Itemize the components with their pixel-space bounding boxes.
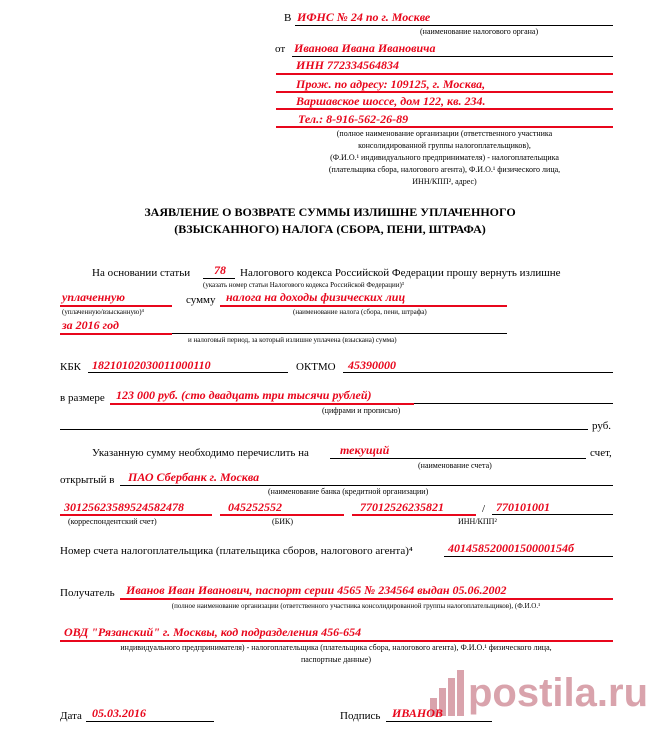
period-caption: и налоговый период, за который излишне уплачена (взыскана) сумма) xyxy=(188,336,397,344)
amount-line xyxy=(414,403,613,404)
account-type-line xyxy=(330,458,586,459)
basis-suffix: Налогового кодекса Российской Федерации прошу вернуть излишне xyxy=(240,267,561,279)
tax-name-value[interactable]: налога на доходы физических лиц xyxy=(226,290,406,304)
document-title-line2: (ВЗЫСКАННОГО) НАЛОГА (СБОРА, ПЕНИ, ШТРАФА) xyxy=(174,222,486,236)
date-value[interactable]: 05.03.2016 xyxy=(92,706,146,720)
from-label: от xyxy=(275,43,286,55)
corr-account-value[interactable]: 30125623589524582478 xyxy=(64,500,184,514)
issued-by-value[interactable]: ОВД "Рязанский" г. Москвы, код подразделения 456-654 xyxy=(64,625,362,639)
inn-kpp-caption: ИНН/КПП² xyxy=(458,517,497,526)
oktmo-label: ОКТМО xyxy=(296,361,336,373)
signature-line xyxy=(386,721,492,722)
watermark-logo-bar xyxy=(457,670,464,716)
tax-office-line xyxy=(295,25,613,26)
address-line1-value[interactable]: Прож. по адресу: 109125, г. Москва, xyxy=(296,77,486,91)
applicant-name-line xyxy=(292,56,613,57)
period-line xyxy=(172,333,507,334)
inn-bank-value[interactable]: 77012526235821 xyxy=(360,500,444,514)
transfer-prefix: Указанную сумму необходимо перечислить на xyxy=(92,447,309,459)
account-type-caption: (наименование счета) xyxy=(418,461,492,470)
document-title-line1: ЗАЯВЛЕНИЕ О ВОЗВРАТЕ СУММЫ ИЗЛИШНЕ УПЛАЧЕННОГО xyxy=(144,205,516,219)
corr-account-caption: (корреспондентский счет) xyxy=(68,517,157,526)
account-type-value[interactable]: текущий xyxy=(340,443,390,457)
signature-value[interactable]: ИВАНОВ xyxy=(392,706,443,720)
amount-underline xyxy=(110,403,414,405)
to-label: В xyxy=(284,12,292,24)
issued-by-underline xyxy=(60,640,613,642)
signature-label: Подпись xyxy=(340,710,381,722)
recipient-label: Получатель xyxy=(60,587,115,599)
watermark-logo-bar xyxy=(448,678,455,716)
amount-caption: (цифрами и прописью) xyxy=(322,406,401,415)
basis-prefix: На основании статьи xyxy=(92,267,191,279)
bank-line xyxy=(120,485,613,486)
tax-office-caption: (наименование налогового органа) xyxy=(420,27,539,36)
account-suffix: счет, xyxy=(590,447,612,459)
rub-label: руб. xyxy=(592,420,612,432)
date-label: Дата xyxy=(60,710,82,722)
kpp-line xyxy=(492,514,613,515)
phone-value[interactable]: Тел.: 8-916-562-26-89 xyxy=(298,112,409,126)
kbk-line xyxy=(88,372,288,373)
amount-label: в размере xyxy=(60,392,105,404)
applicant-caption-4: (плательщика сбора, налогового агента), Ф.И.О.¹ физического лица, xyxy=(328,165,561,174)
article-line xyxy=(203,278,235,279)
oktmo-line xyxy=(343,372,613,373)
amount-extra-line xyxy=(60,429,588,430)
inn-value[interactable]: ИНН 772334564834 xyxy=(296,58,400,72)
bik-underline xyxy=(220,514,344,516)
watermark xyxy=(430,670,648,716)
date-line xyxy=(86,721,214,722)
phone-underline xyxy=(276,126,613,128)
paid-kind-caption: (уплаченную/взысканную)⁴ xyxy=(62,308,144,316)
recipient-value[interactable]: Иванов Иван Иванович, паспорт серии 4565 № 234564 выдан 05.06.2002 xyxy=(126,583,507,597)
issued-caption-2: паспортные данные) xyxy=(300,655,372,664)
inn-underline xyxy=(276,73,613,75)
corr-account-underline xyxy=(60,514,212,516)
applicant-caption-1: (полное наименование организации (ответственного участника xyxy=(336,129,553,138)
watermark-text: postila.ru xyxy=(468,670,649,715)
issued-caption-1: индивидуального предпринимателя) - налогоплательщика (плательщика сбора, налогового агента), Ф.И.О.¹ физического лица, xyxy=(120,643,552,652)
address-line1-underline xyxy=(276,91,613,93)
bik-caption: (БИК) xyxy=(272,517,294,526)
tax-office-value[interactable]: ИФНС № 24 по г. Москве xyxy=(297,10,431,24)
taxpayer-account-value[interactable]: 40145852000150000154б xyxy=(448,541,574,555)
article-value[interactable]: 78 xyxy=(214,263,226,277)
address-line2-underline xyxy=(276,108,613,110)
applicant-caption-5: ИНН/КПП², адрес) xyxy=(412,177,477,186)
period-underline xyxy=(60,333,172,335)
inn-bank-underline xyxy=(352,514,476,516)
kbk-label: КБК xyxy=(60,361,81,373)
tax-name-caption: (наименование налога (сбора, пени, штрафа) xyxy=(293,308,427,316)
oktmo-value[interactable]: 45390000 xyxy=(348,358,396,372)
bank-caption: (наименование банка (кредитной организации) xyxy=(268,487,429,496)
kpp-value[interactable]: 770101001 xyxy=(496,500,550,514)
period-value[interactable]: за 2016 год xyxy=(62,318,119,332)
applicant-caption-3: (Ф.И.О.¹ индивидуального предпринимателя) - налогоплательщика xyxy=(330,153,559,162)
applicant-caption-2: консолидированной группы налогоплательщиков), xyxy=(358,141,531,150)
opened-label: открытый в xyxy=(60,474,115,486)
inn-kpp-slash: / xyxy=(482,503,486,515)
paid-kind-value[interactable]: уплаченную xyxy=(62,290,126,304)
bik-value[interactable]: 045252552 xyxy=(228,500,282,514)
kbk-value[interactable]: 18210102030011000110 xyxy=(92,358,211,372)
sum-label: сумму xyxy=(186,294,216,306)
recipient-caption: (полное наименование организации (ответственного участника консолидированной группы налогоплательщиков), (Ф.И.О.¹ xyxy=(171,602,541,610)
bank-value[interactable]: ПАО Сбербанк г. Москва xyxy=(128,470,260,484)
taxpayer-account-label: Номер счета налогоплательщика (плательщика сборов, налогового агента)⁴ xyxy=(60,545,413,557)
applicant-name-value[interactable]: Иванова Ивана Ивановича xyxy=(294,41,436,55)
recipient-underline xyxy=(120,598,613,600)
article-caption: (указать номер статьи Налогового кодекса Российской Федерации)³ xyxy=(203,281,404,289)
amount-value[interactable]: 123 000 руб. (сто двадцать три тысячи рублей) xyxy=(116,388,372,402)
taxpayer-account-line xyxy=(444,556,613,557)
address-line2-value[interactable]: Варшавское шоссе, дом 122, кв. 234. xyxy=(296,94,486,108)
